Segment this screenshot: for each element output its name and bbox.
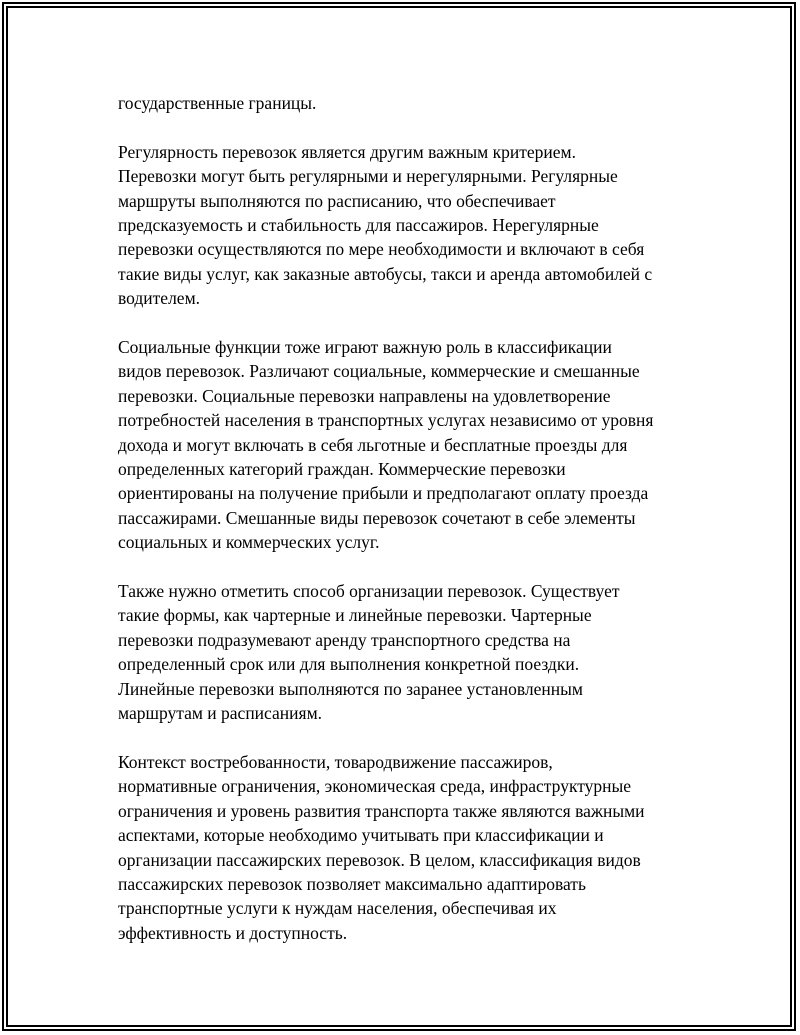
document-body bbox=[118, 91, 698, 970]
paragraph-regularity: Регулярность перевозок является другим важным критерием. Перевозки могут быть регулярными и нерегулярными. Регулярные маршруты выполняются по расписанию, что обеспечивает предсказуемость и стабильность для пассажиров. Нерегулярные перевозки осуществляются по мере необходимости и включают в себя такие виды услуг, как заказные автобусы, такси и аренда автомобилей с водителем. bbox=[118, 141, 653, 309]
paragraph-borders-continuation: государственные границы. bbox=[118, 93, 317, 113]
paragraph-context-conclusion: Контекст востребованности, товародвижение пассажиров, нормативные ограничения, экономическая среда, инфраструктурные ограничения и уровень развития транспорта также являются важными аспектами, которые необходимо учитывать при классификации и организации пассажирских перевозок. В целом, классификация видов пассажирских перевозок позволяет максимально адаптировать транспортные услуги к нуждам населения, обеспечивая их эффективность и доступность. bbox=[118, 751, 645, 943]
paragraph-organization-method: Также нужно отметить способ организации перевозок. Существует такие формы, как чартерные и линейные перевозки. Чартерные перевозки подразумевают аренду транспортного средства на определенный срок или для выполнения конкретной поездки. Линейные перевозки выполняются по заранее установленным маршрутам и расписаниям. bbox=[118, 581, 620, 724]
paragraph-social-functions: Социальные функции тоже играют важную роль в классификации видов перевозок. Различают социальные, коммерческие и смешанные перевозки. Социальные перевозки направлены на удовлетворение потребностей населения в транспортных услугах независимо от уровня дохода и могут включать в себя льготные и бесплатные проезды для определенных категорий граждан. Коммерческие перевозки ориентированы на получение прибыли и предполагают оплату проезда пассажирами. Смешанные виды перевозок сочетают в себе элементы социальных и коммерческих услуг. bbox=[118, 337, 654, 553]
